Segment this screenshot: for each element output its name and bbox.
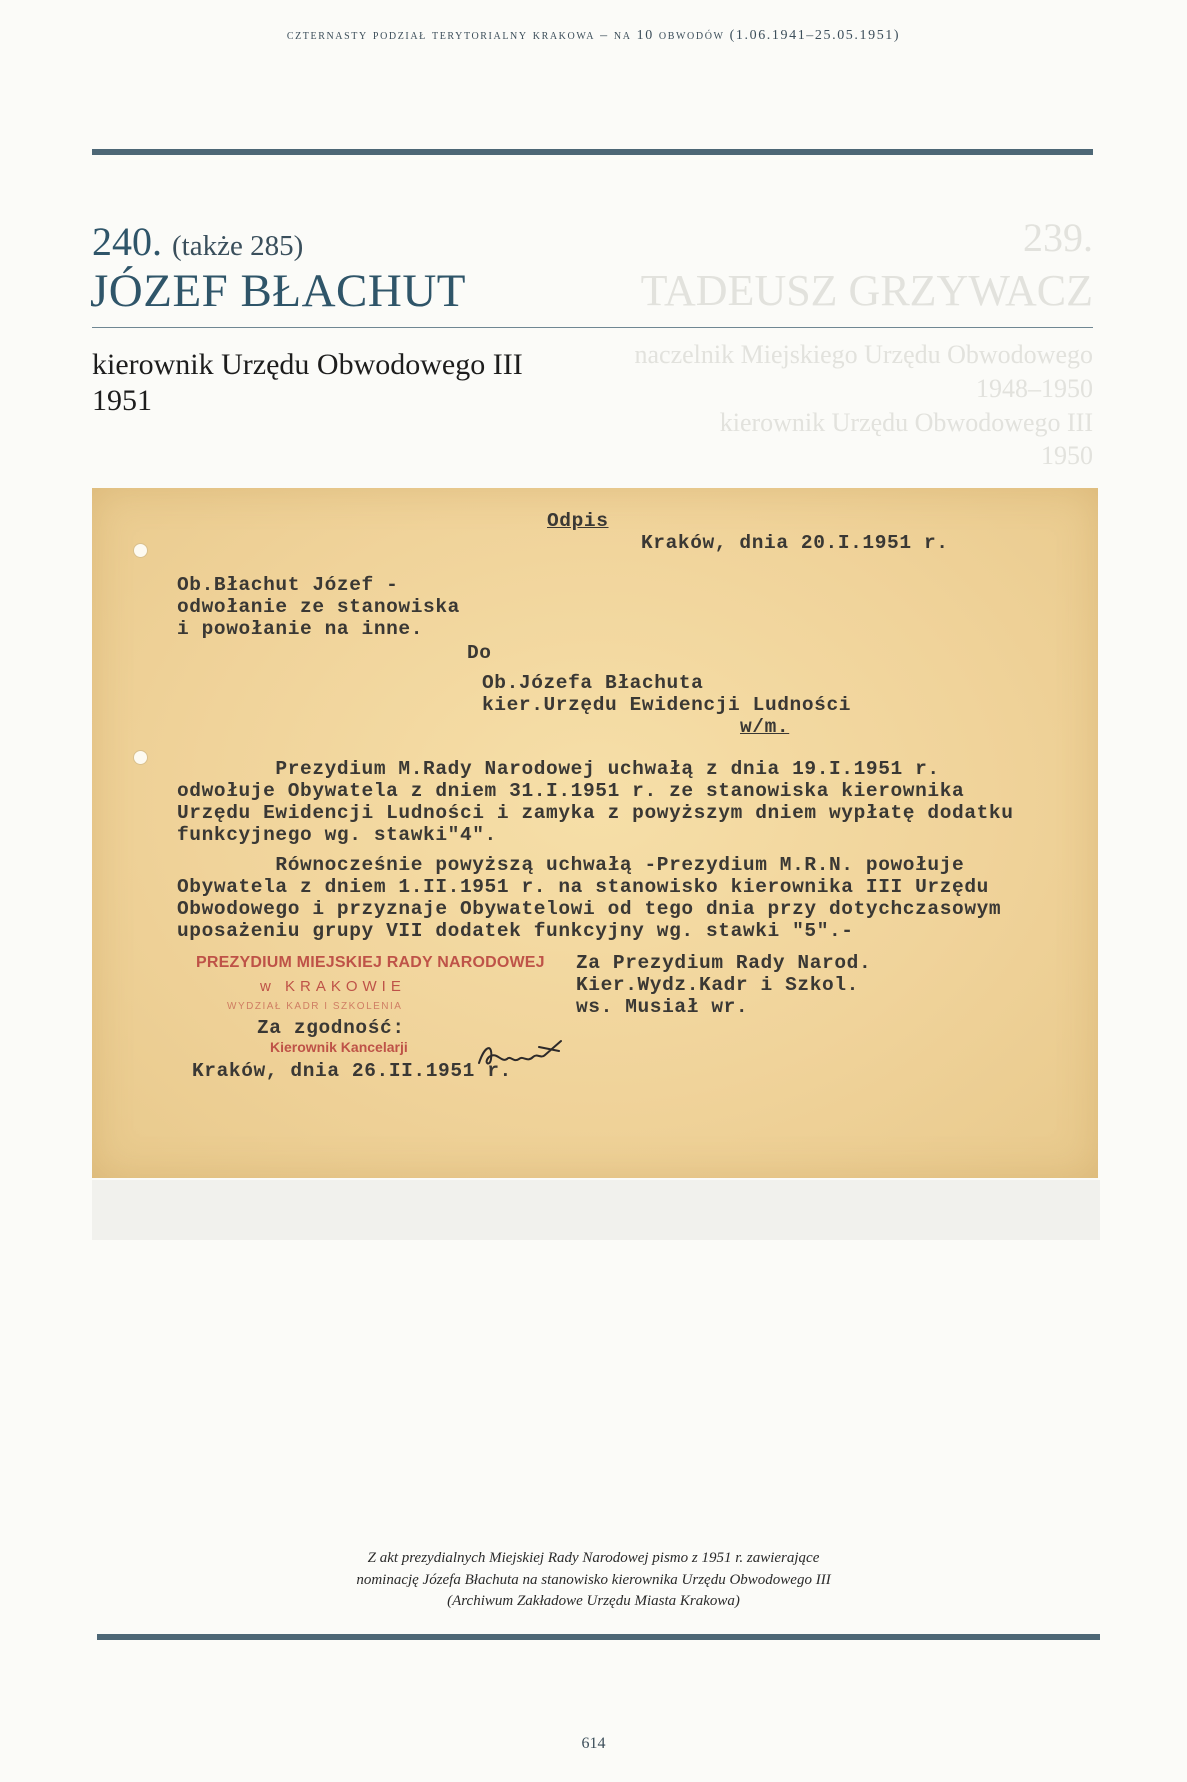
ghost-entry-role: naczelnik Miejskiego Urzędu Obwodowego 1948–1950 kierownik Urzędu Obwodowego III 1950: [634, 340, 1093, 471]
institution-stamp-line-2: w KRAKOWIE: [260, 978, 406, 995]
document-scan: [92, 488, 1098, 1178]
doc-to: Do: [467, 642, 492, 664]
entry-role-title: kierownik Urzędu Obwodowego III: [92, 348, 523, 381]
punch-hole-middle: [133, 750, 148, 765]
entry-role-year: 1951: [92, 384, 152, 417]
entry-name: JÓZEF BŁACHUT: [90, 265, 466, 317]
figure-caption: Z akt prezydialnych Miejskiej Rady Narodowej pismo z 1951 r. zawierające nominację Józefa Błachuta na stanowisko kierownika Urzędu Obwodowego III (Archiwum Zakładowe Urzędu Miasta Krakowa): [356, 1550, 831, 1609]
name-rule: [92, 327, 1093, 328]
doc-paragraph-1: Prezydium M.Rady Narodowej uchwałą z dnia 19.I.1951 r. odwołuje Obywatela z dniem 31.I.1951 r. ze stanowiska kierownika Urzędu Ewidencji Ludności i zamyka z powyższym dniem wypłatę dodatku funkcyjnego wg. stawki"4".: [177, 758, 1014, 846]
page-number: 614: [581, 1735, 606, 1752]
doc-addressee: Ob.Józefa Błachuta kier.Urzędu Ewidencji Ludności: [482, 672, 852, 716]
doc-addressee-suffix: w/m.: [740, 716, 790, 738]
institution-stamp-line-1: PREZYDIUM MIEJSKIEJ RADY NARODOWEJ: [196, 954, 545, 971]
doc-conformity: Za zgodność:: [257, 1017, 405, 1039]
ghost-image-block: [92, 1180, 1100, 1240]
doc-final-date: Kraków, dnia 26.II.1951 r.: [192, 1060, 512, 1082]
running-head: czternasty podział terytorialny krakowa – na 10 obwodów (1.06.1941–25.05.1951): [286, 28, 901, 43]
punch-hole-top: [133, 543, 148, 558]
doc-paragraph-2: Równocześnie powyższą uchwałą -Prezydium M.R.N. powołuje Obywatela z dniem 1.II.1951 r. na stanowisko kierownika III Urzędu Obwodowego i przyznaje Obywatelowi od tego dnia przy dotychczasowym uposażeniu grupy VII dodatek funkcyjny wg. stawki "5".-: [177, 854, 1002, 942]
top-rule: [92, 149, 1093, 155]
bottom-rule: [97, 1634, 1100, 1640]
doc-signoff: Za Prezydium Rady Narod. Kier.Wydz.Kadr i Szkol. ws. Musiał wr.: [576, 952, 872, 1018]
ghost-entry-name: TADEUSZ GRZYWACZ: [640, 266, 1093, 315]
ghost-entry-number: 239.: [1023, 215, 1093, 260]
entry-role: [92, 347, 523, 419]
office-stamp: Kierownik Kancelarji: [270, 1039, 408, 1055]
doc-place-date: Kraków, dnia 20.I.1951 r.: [641, 532, 949, 554]
doc-heading: Odpis: [547, 510, 609, 532]
doc-subject: Ob.Błachut Józef - odwołanie ze stanowiska i powołanie na inne.: [177, 574, 460, 640]
institution-stamp-line-3: WYDZIAŁ KADR I SZKOLENIA: [227, 1001, 403, 1012]
entry-cross-reference: (także 285): [172, 230, 304, 262]
entry-number: [92, 219, 304, 264]
entry-number-value: 240.: [92, 219, 162, 264]
